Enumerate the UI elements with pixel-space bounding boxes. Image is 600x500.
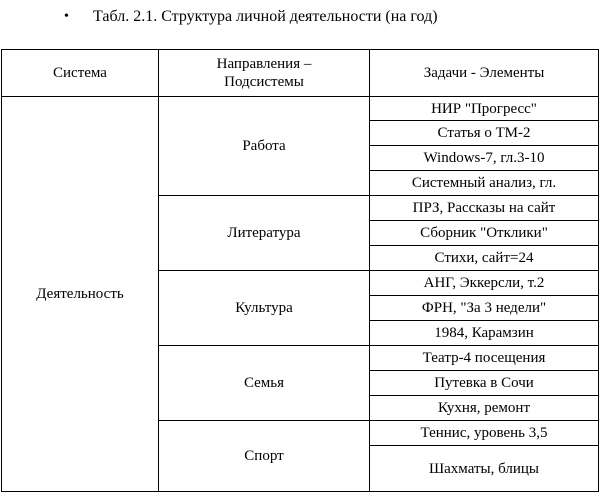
element-cell: АНГ, Эккерсли, т.2 bbox=[370, 271, 599, 296]
table-row bbox=[2, 97, 599, 121]
activity-structure-table bbox=[1, 49, 599, 492]
header-elements: Задачи - Элементы bbox=[370, 50, 599, 97]
subsystem-cell: Спорт bbox=[159, 421, 370, 492]
subsystem-cell: Работа bbox=[159, 97, 370, 196]
header-subsystems-line1: Направления – bbox=[216, 56, 312, 72]
header-row bbox=[2, 50, 599, 97]
element-cell: Театр-4 посещения bbox=[370, 346, 599, 371]
element-cell: 1984, Карамзин bbox=[370, 321, 599, 346]
element-cell: НИР "Прогресс" bbox=[370, 97, 599, 121]
caption-text: Табл. 2.1. Структура личной деятельности (на год) bbox=[93, 8, 438, 25]
element-cell: Кухня, ремонт bbox=[370, 396, 599, 421]
header-system: Система bbox=[2, 50, 159, 97]
element-cell: Стихи, сайт=24 bbox=[370, 246, 599, 271]
element-cell: Теннис, уровень 3,5 bbox=[370, 421, 599, 446]
element-cell: ПРЗ, Рассказы на сайт bbox=[370, 196, 599, 221]
subsystem-cell: Культура bbox=[159, 271, 370, 346]
element-cell: Системный анализ, гл. bbox=[370, 171, 599, 196]
element-cell: Сборник "Отклики" bbox=[370, 221, 599, 246]
element-cell: Путевка в Сочи bbox=[370, 371, 599, 396]
system-cell: Деятельность bbox=[2, 97, 159, 492]
bullet-icon: • bbox=[64, 9, 69, 24]
element-cell: Windows-7, гл.3-10 bbox=[370, 146, 599, 171]
element-cell: Статья о ТМ-2 bbox=[370, 121, 599, 146]
element-cell: Шахматы, блицы bbox=[370, 446, 599, 492]
subsystem-cell: Литература bbox=[159, 196, 370, 271]
element-cell: ФРН, "За 3 недели" bbox=[370, 296, 599, 321]
header-subsystems bbox=[159, 50, 370, 97]
subsystem-cell: Семья bbox=[159, 346, 370, 421]
table-caption bbox=[0, 6, 600, 28]
header-subsystems-line2: Подсистемы bbox=[224, 74, 304, 90]
